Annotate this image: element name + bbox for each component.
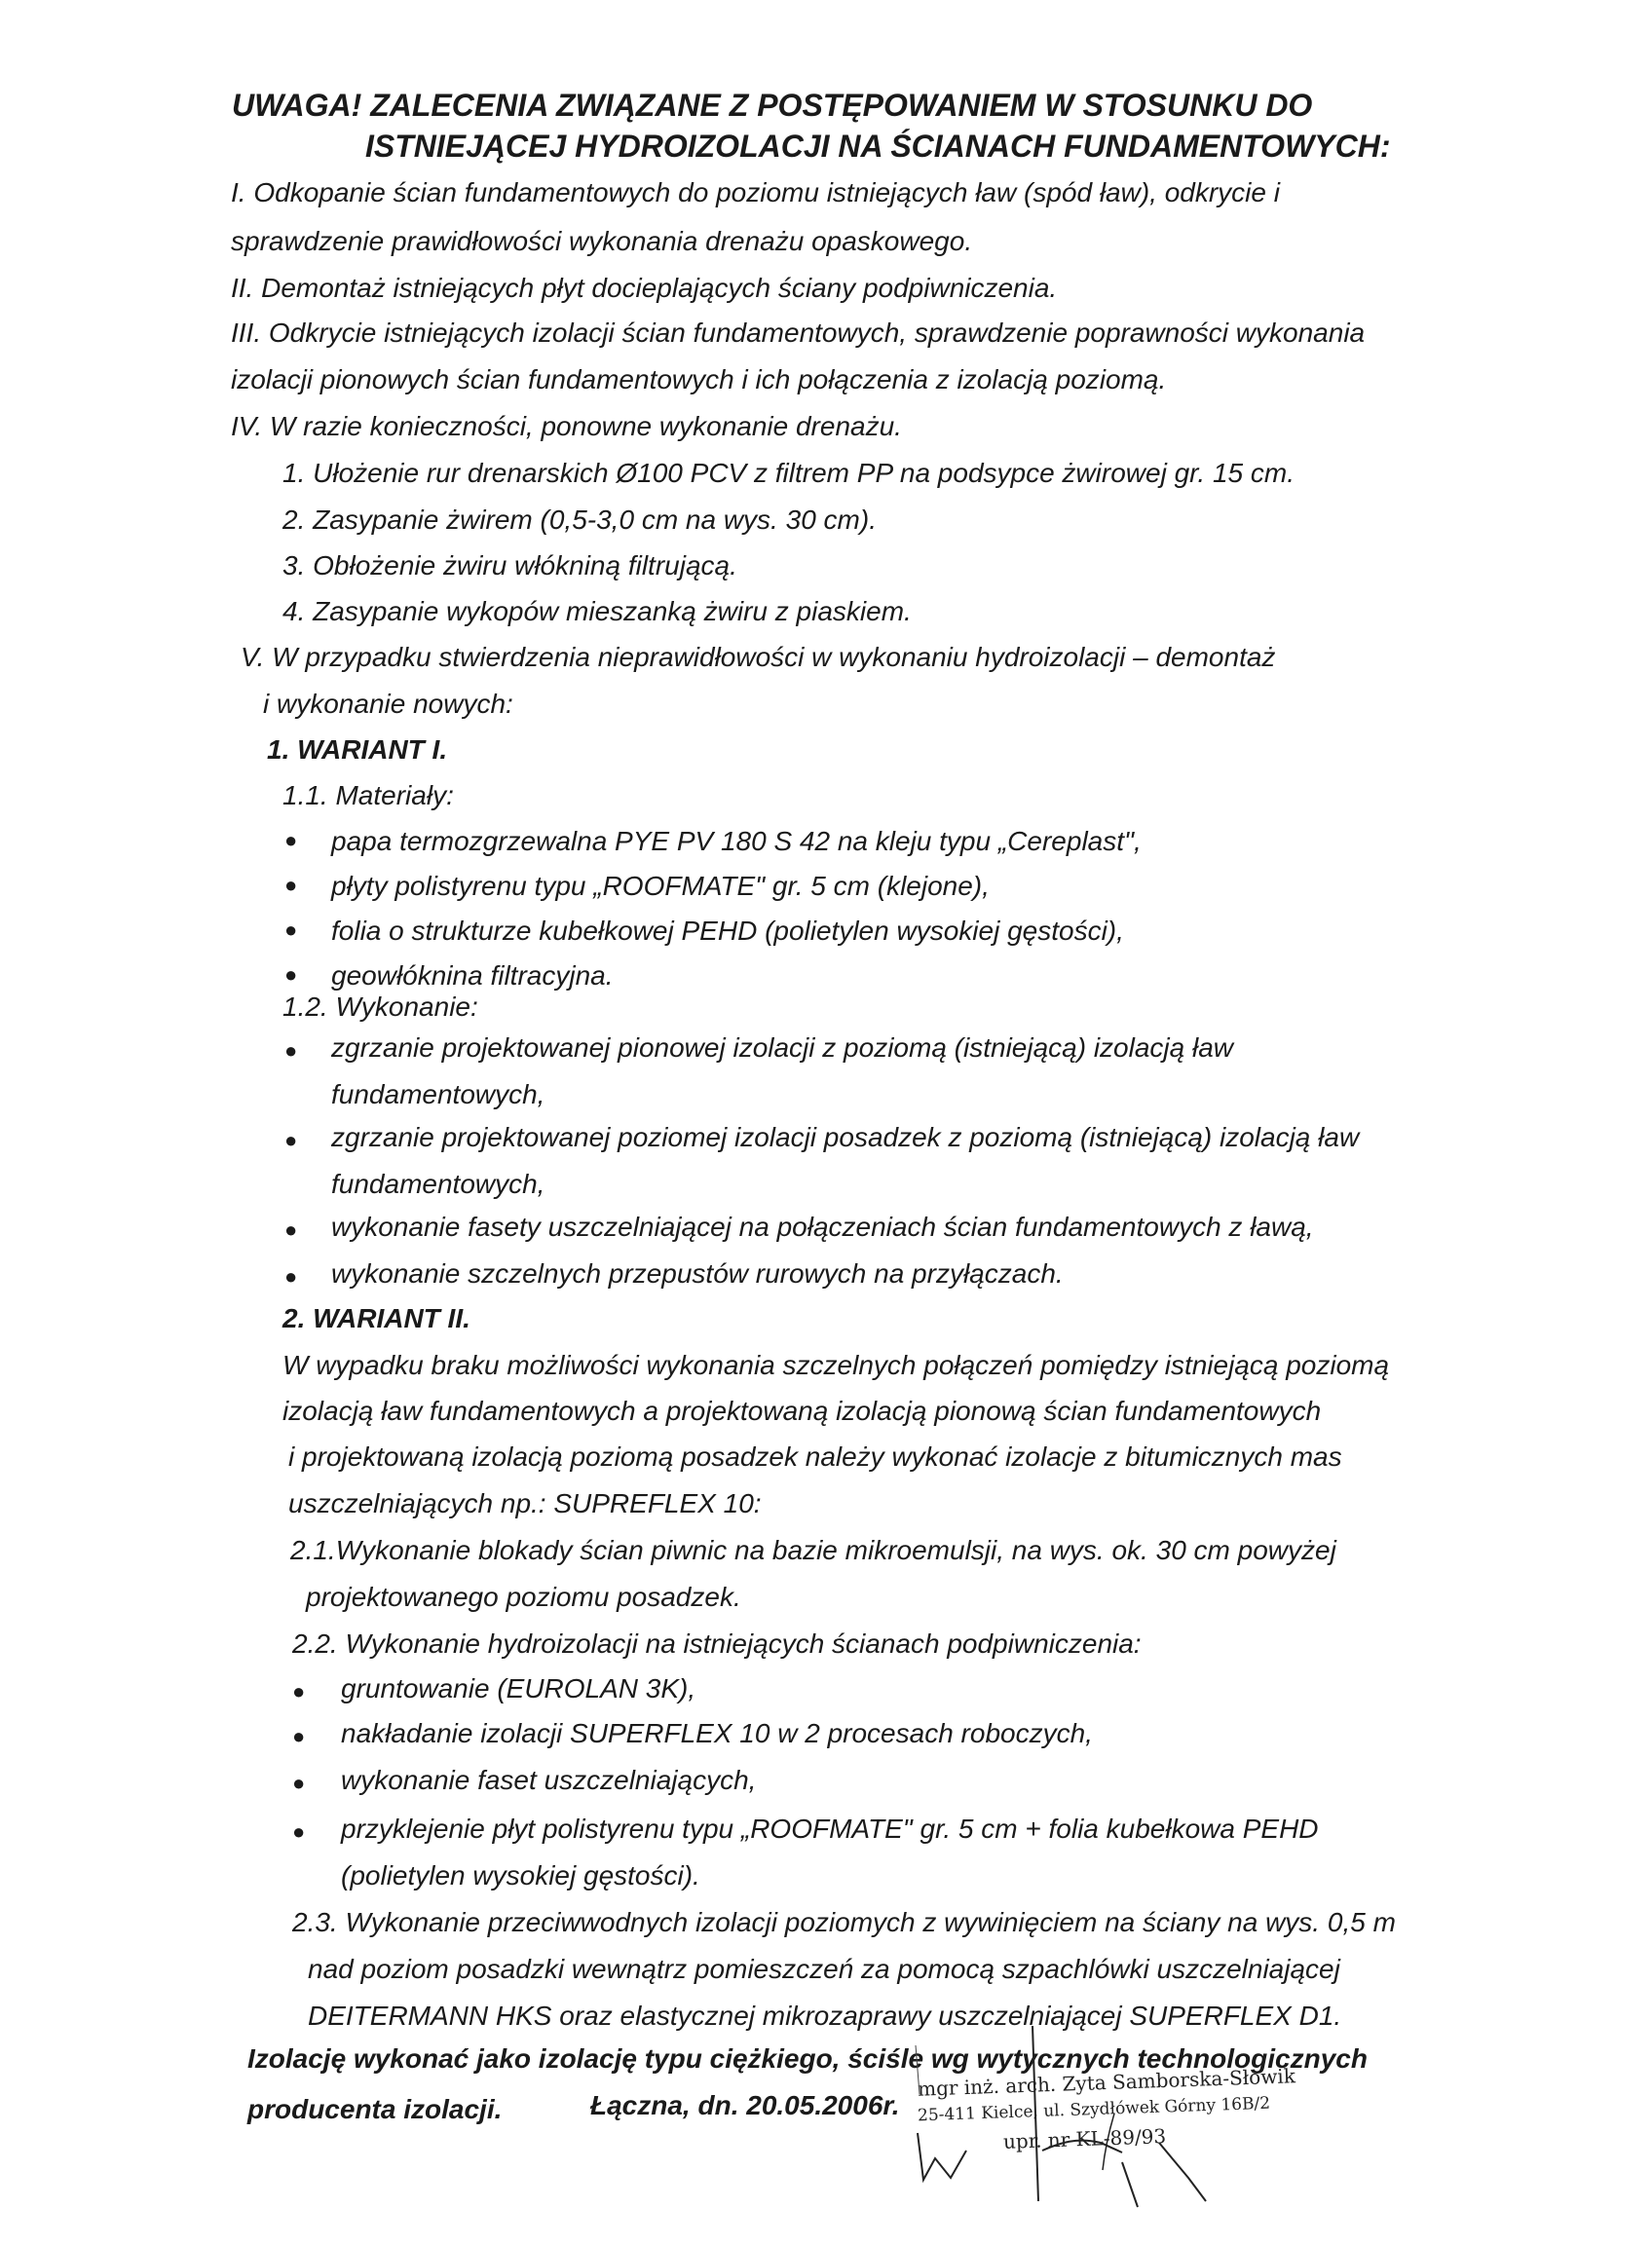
bullet-icon: ● [292,1724,306,1748]
step-4-item: 3. Obłożenie żwiru włókniną filtrującą. [282,550,737,580]
bullet-icon: ● [284,1217,298,1242]
bullet-icon: ● [284,962,298,987]
material-item: płyty polistyrenu typu „ROOFMATE" gr. 5 cm (klejone), [331,871,990,901]
signature-image [896,1987,1227,2221]
step-3-line-1: III. Odkrycie istniejących izolacji ścian fundamentowych, sprawdzenie poprawności wykonania [231,318,1366,348]
execution-item-line: zgrzanie projektowanej poziomej izolacji posadzek z poziomą (istniejącą) izolacją ław [331,1122,1360,1152]
step-5-line-1: V. W przypadku stwierdzenia nieprawidłowości w wykonaniu hydroizolacji – demontaż [241,642,1276,672]
footer-instruction-line-2: producenta izolacji. [247,2094,503,2124]
material-item: papa termozgrzewalna PYE PV 180 S 42 na kleju typu „Cereplast", [331,826,1142,856]
section-2-1-line: projektowanego poziomu posadzek. [306,1582,741,1612]
section-2-1-line: 2.1.Wykonanie blokady ścian piwnic na bazie mikroemulsji, na wys. ok. 30 cm powyżej [290,1535,1336,1565]
section-2-2-item-line: gruntowanie (EUROLAN 3K), [341,1673,696,1703]
wariant-2-heading: 2. WARIANT II. [282,1303,470,1333]
bullet-icon: ● [284,1264,298,1289]
wariant-2-intro-line: W wypadku braku możliwości wykonania szczelnych połączeń pomiędzy istniejącą poziomą [282,1350,1390,1380]
bullet-icon: ● [284,828,298,852]
bullet-icon: ● [292,1771,306,1795]
step-1-line-1: I. Odkopanie ścian fundamentowych do poziomu istniejących ław (spód ław), odkrycie i [231,177,1280,207]
document-title-line-1: UWAGA! ZALECENIA ZWIĄZANE Z POSTĘPOWANIEM W STOSUNKU DO [232,88,1313,123]
step-4-item: 4. Zasypanie wykopów mieszanką żwiru z piaskiem. [282,596,912,626]
execution-item-line: fundamentowych, [331,1169,545,1199]
material-item: folia o strukturze kubełkowej PEHD (polietylen wysokiej gęstości), [331,916,1124,946]
stamp-line-1: mgr inż. arch. Zyta Samborska-Słowik [917,2064,1296,2101]
step-2: II. Demontaż istniejących płyt docieplających ściany podpiwniczenia. [231,273,1058,303]
step-3-line-2: izolacji pionowych ścian fundamentowych i ich połączenia z izolacją poziomą. [231,364,1167,394]
section-2-3-line: nad poziom posadzki wewnątrz pomieszczeń za pomocą szpachlówki uszczelniającej [308,1954,1340,1984]
step-1-line-2: sprawdzenie prawidłowości wykonania drenażu opaskowego. [231,226,973,256]
stamp-line-2: 25-411 Kielce, ul. Szydłówek Górny 16B/2 [917,2093,1271,2126]
bullet-icon: ● [284,917,298,942]
wariant-2-intro-line: uszczelniających np.: SUPREFLEX 10: [288,1488,762,1518]
document-title-line-2: ISTNIEJĄCEJ HYDROIZOLACJI NA ŚCIANACH FUNDAMENTOWYCH: [365,129,1391,164]
document-date: Łączna, dn. 20.05.2006r. [590,2090,900,2120]
wariant-1-execution-heading: 1.2. Wykonanie: [282,992,478,1022]
section-2-2-item-line: wykonanie faset uszczelniających, [341,1765,757,1795]
wariant-1-materials-heading: 1.1. Materiały: [282,780,454,810]
bullet-icon: ● [284,1038,298,1063]
section-2-2-item-line: przyklejenie płyt polistyrenu typu „ROOFMATE" gr. 5 cm + folia kubełkowa PEHD [341,1814,1319,1844]
section-2-2-item-line: (polietylen wysokiej gęstości). [341,1860,700,1890]
execution-item-line: fundamentowych, [331,1079,545,1109]
bullet-icon: ● [284,1128,298,1152]
stamp-line-3: upr. nr KL-89/93 [1002,2124,1167,2153]
bullet-icon: ● [292,1819,306,1844]
bullet-icon: ● [292,1679,306,1703]
footer-instruction-line-1: Izolację wykonać jako izolację typu ciężkiego, ściśle wg wytycznych technologicznych [247,2043,1368,2074]
material-item: geowłóknina filtracyjna. [331,960,614,991]
section-2-3-line: 2.3. Wykonanie przeciwwodnych izolacji poziomych z wywinięciem na ściany na wys. 0,5 m [292,1907,1396,1937]
wariant-1-heading: 1. WARIANT I. [267,734,448,765]
bullet-icon: ● [284,873,298,897]
step-4-heading: IV. W razie konieczności, ponowne wykonanie drenażu. [231,411,902,441]
execution-item-line: wykonanie fasety uszczelniającej na połączeniach ścian fundamentowych z ławą, [331,1212,1314,1242]
step-4-item: 1. Ułożenie rur drenarskich Ø100 PCV z filtrem PP na podsypce żwirowej gr. 15 cm. [282,458,1295,488]
section-2-2-heading: 2.2. Wykonanie hydroizolacji na istniejących ścianach podpiwniczenia: [292,1628,1142,1659]
execution-item-line: wykonanie szczelnych przepustów rurowych na przyłączach. [331,1258,1064,1289]
step-4-item: 2. Zasypanie żwirem (0,5-3,0 cm na wys. 30 cm). [282,505,877,535]
section-2-2-item-line: nakładanie izolacji SUPERFLEX 10 w 2 procesach roboczych, [341,1718,1093,1748]
execution-item-line: zgrzanie projektowanej pionowej izolacji z poziomą (istniejącą) izolacją ław [331,1032,1233,1063]
section-2-3-line: DEITERMANN HKS oraz elastycznej mikrozaprawy uszczelniającej SUPERFLEX D1. [308,2001,1342,2031]
wariant-2-intro-line: izolacją ław fundamentowych a projektowaną izolacją pionową ścian fundamentowych [282,1396,1322,1426]
wariant-2-intro-line: i projektowaną izolacją poziomą posadzek należy wykonać izolacje z bitumicznych mas [288,1441,1342,1472]
step-5-line-2: i wykonanie nowych: [263,689,513,719]
